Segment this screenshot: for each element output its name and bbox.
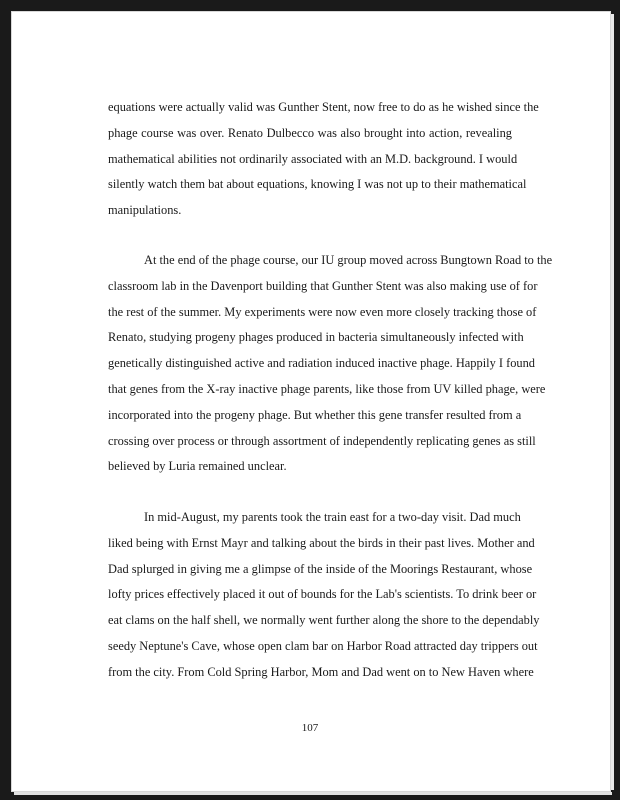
text-line: the rest of the summer. My experiments were now even more closely tracking those of	[108, 304, 537, 319]
text-line: crossing over process or through assortment of independently replicating genes as still	[108, 433, 536, 448]
paragraph-2	[108, 248, 553, 480]
page-number: 107	[301, 722, 319, 734]
text-line: eat clams on the half shell, we normally went further along the shore to the dependably	[108, 613, 540, 628]
text-line: from the city. From Cold Spring Harbor, Mom and Dad went on to New Haven where	[108, 664, 534, 679]
text-line: manipulations.	[108, 203, 182, 218]
text-line: mathematical abilities not ordinarily associated with an M.D. background. I would	[108, 151, 518, 166]
text-line: lofty prices effectively placed it out of bounds for the Lab's scientists. To drink beer or	[108, 587, 537, 602]
paragraph-3	[108, 505, 540, 686]
text-line: liked being with Ernst Mayr and talking about the birds in their past lives. Mother and	[108, 535, 535, 550]
text-line: silently watch them bat about equations, knowing I was not up to their mathematical	[108, 177, 527, 192]
text-line: that genes from the X-ray inactive phage parents, like those from UV killed phage, were	[108, 381, 546, 396]
text-line: equations were actually valid was Gunther Stent, now free to do as he wished since the	[108, 100, 539, 114]
text-line: believed by Luria remained unclear.	[108, 459, 287, 474]
page-edge	[611, 14, 614, 790]
text-line: In mid-August, my parents took the train east for a two-day visit. Dad much	[144, 510, 521, 524]
text-line: Dad splurged in giving me a glimpse of the inside of the Moorings Restaurant, whose	[108, 561, 533, 576]
text-line: genetically distinguished active and radiation induced inactive phage. Happily I found	[108, 356, 535, 371]
text-line: At the end of the phage course, our IU group moved across Bungtown Road to the	[144, 253, 553, 267]
paragraph-1	[108, 95, 539, 224]
text-line: incorporated into the progeny phage. But whether this gene transfer resulted from a	[108, 407, 522, 422]
text-line: Renato, studying progeny phages produced in bacteria simultaneously infected with	[108, 330, 524, 345]
text-line: classroom lab in the Davenport building that Gunther Stent was also making use of for	[108, 278, 538, 293]
page-edge	[14, 792, 612, 795]
text-line: seedy Neptune's Cave, whose open clam bar on Harbor Road attracted day trippers out	[108, 638, 538, 653]
text-line: phage course was over. Renato Dulbecco was also brought into action, revealing	[108, 125, 512, 140]
